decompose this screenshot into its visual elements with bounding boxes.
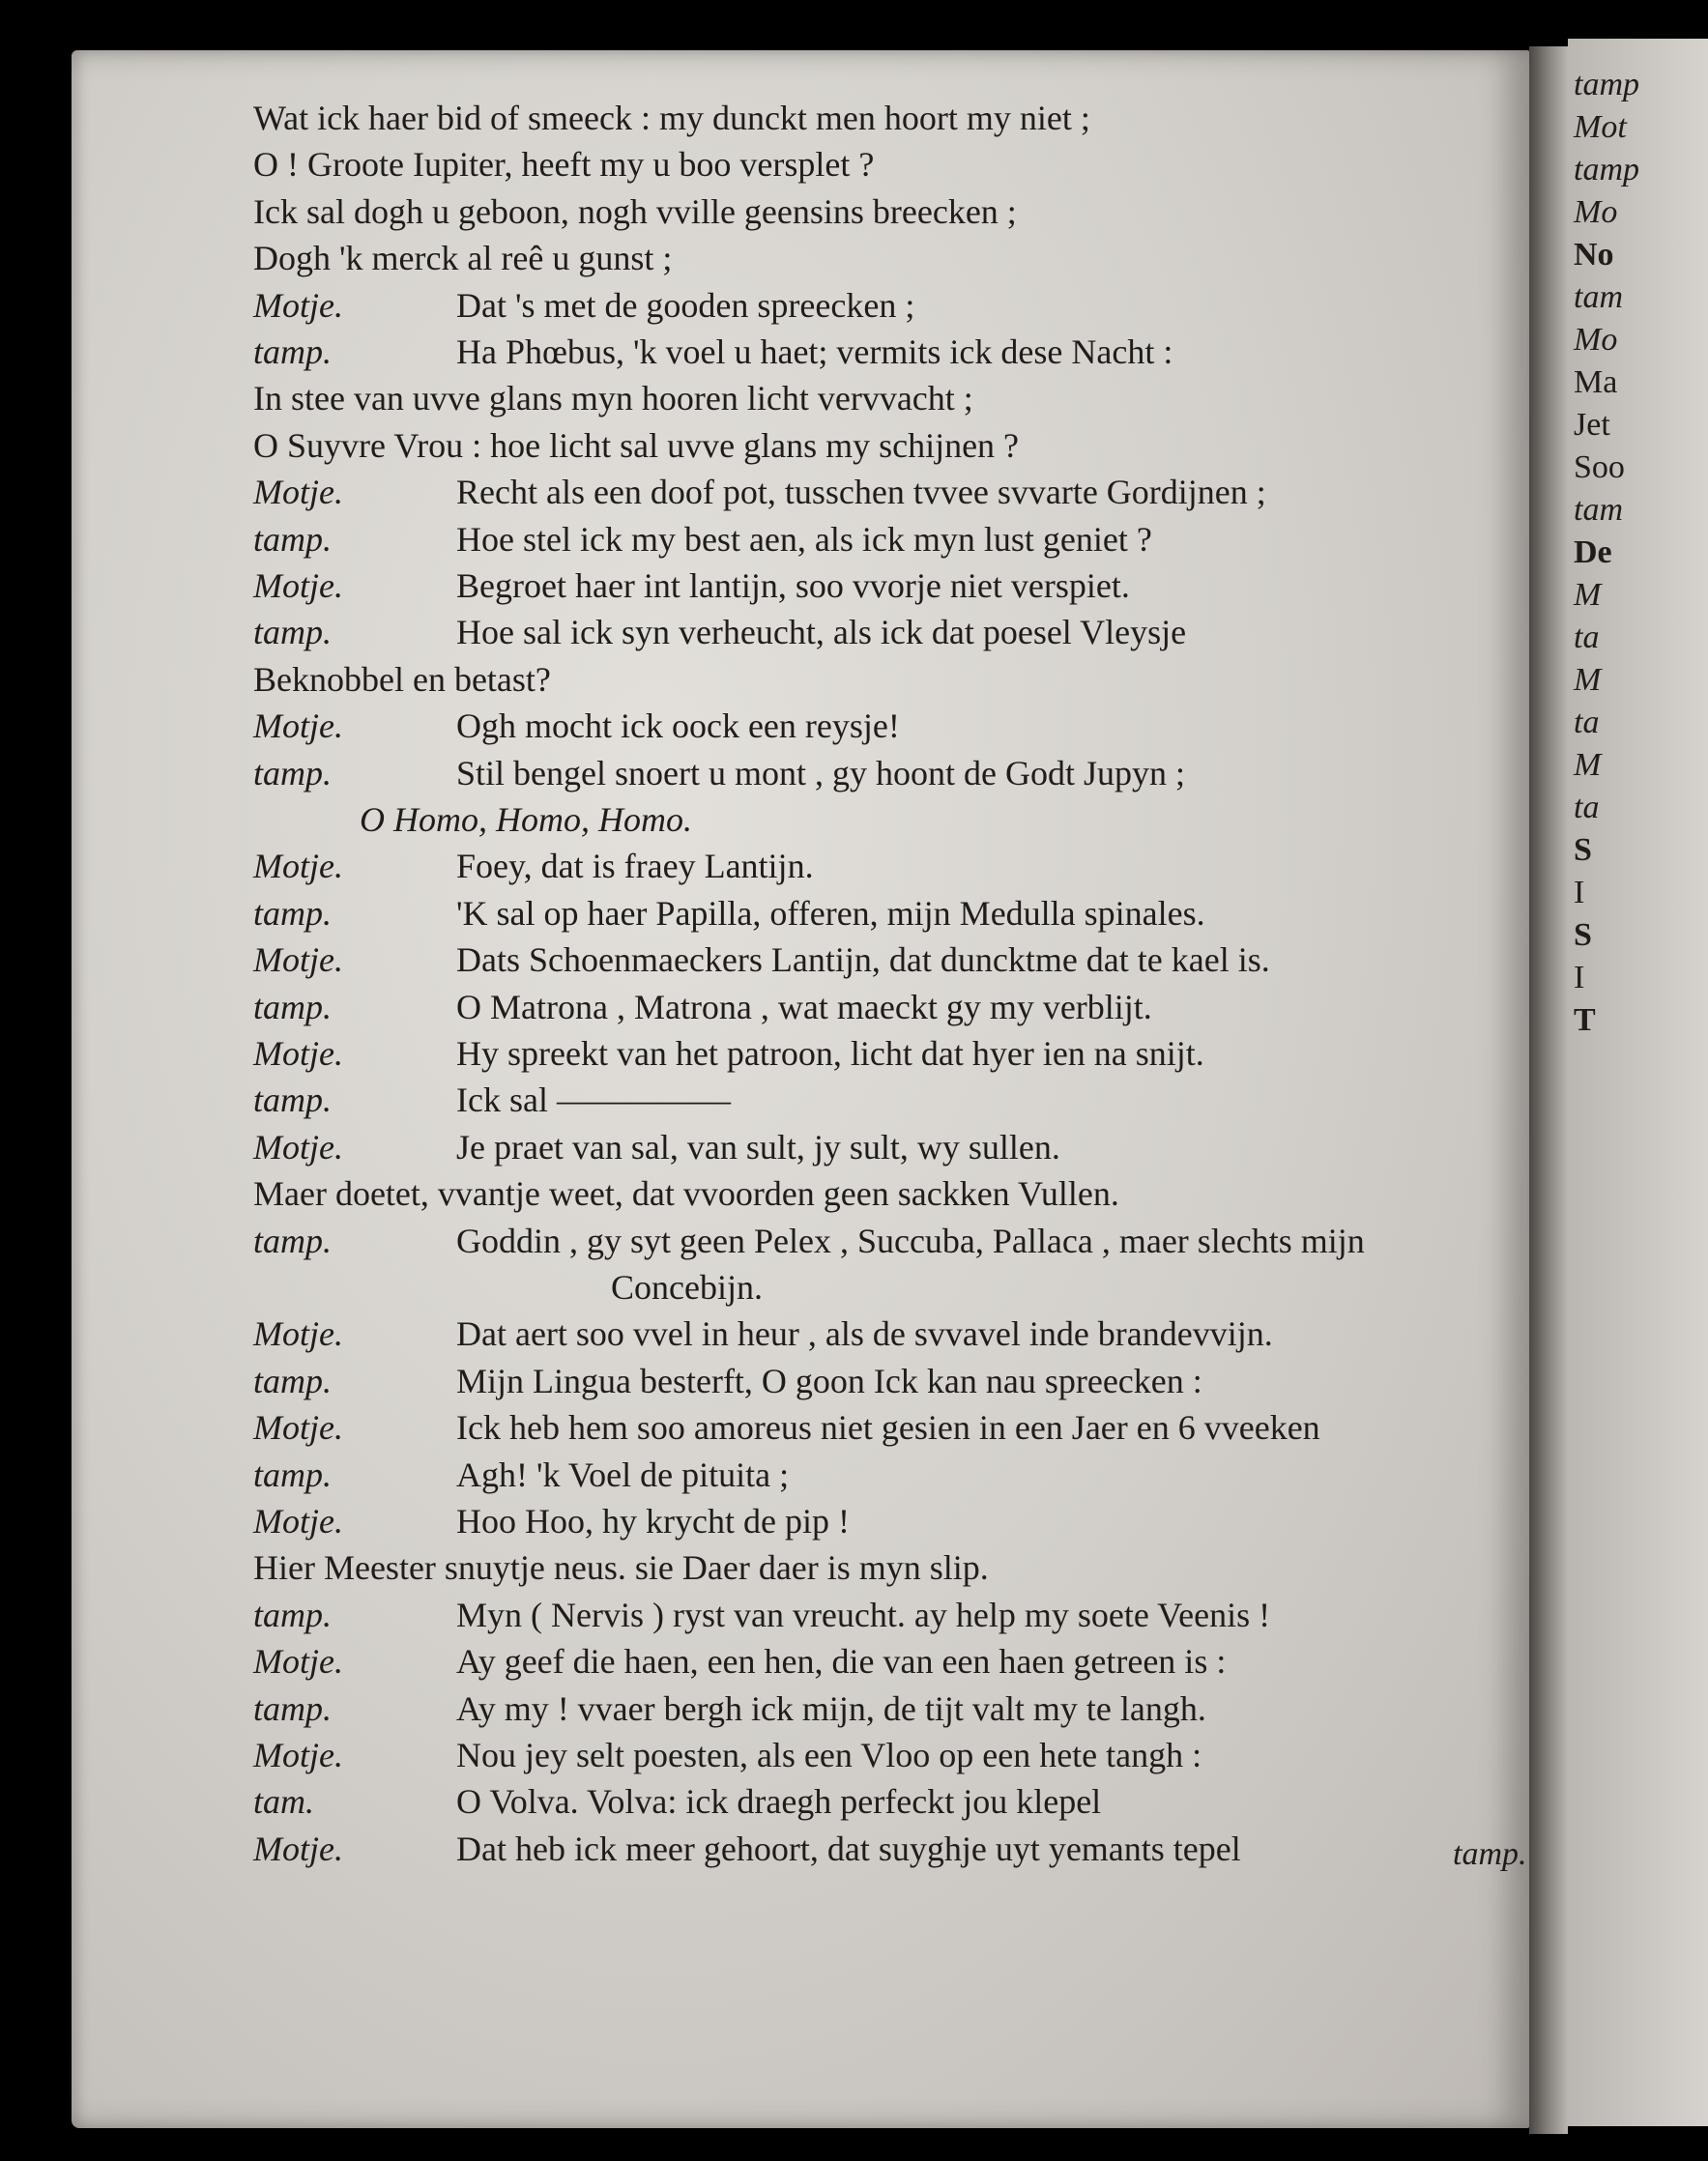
text-line (253, 518, 1152, 561)
speaker-label: Motje. (253, 285, 343, 325)
line-text: In stee van uvve glans myn hooren licht vervvacht ; (253, 379, 973, 418)
facing-page-fragment: tam (1574, 279, 1623, 315)
text-line (253, 1734, 1201, 1776)
text-line (253, 1780, 1101, 1823)
speaker-label: Motje. (253, 566, 343, 605)
speaker-label: Motje. (253, 1736, 343, 1774)
line-text: Hoe sal ick syn verheucht, als ick dat poesel Vleysje (456, 613, 1187, 652)
speaker-label: tamp. (253, 613, 332, 652)
speaker-label: Motje. (253, 847, 343, 886)
facing-page-fragment: tamp (1574, 152, 1639, 187)
text-line (253, 1079, 731, 1121)
text-line (253, 1032, 1204, 1075)
line-text: Dat aert soo vvel in heur , als de svvavel inde brandevvijn. (456, 1314, 1273, 1354)
line-text: Goddin , gy syt geen Pelex , Succuba, Pallaca , maer slechts mijn (456, 1221, 1365, 1260)
text-line (253, 611, 1186, 653)
facing-page-fragment: ta (1574, 619, 1600, 655)
facing-page-fragment: M (1574, 747, 1602, 783)
text-line (253, 798, 692, 841)
text-line (253, 658, 551, 701)
line-text: Ick sal ————— (456, 1080, 731, 1120)
text-line (253, 1687, 1206, 1730)
speaker-label: tamp. (253, 753, 332, 792)
speaker-label: tam. (253, 1782, 314, 1822)
line-text: O Matrona , Matrona , wat maeckt gy my verblijt. (456, 987, 1152, 1026)
line-text: O Homo, Homo, Homo. (360, 800, 692, 839)
speaker-label: Motje. (253, 1034, 343, 1073)
line-text: Beknobbel en betast? (253, 659, 551, 699)
line-text: Mijn Lingua besterft, O goon Ick kan nau spreecken : (456, 1361, 1202, 1400)
text-line (253, 190, 1017, 233)
facing-page-fragment: T (1574, 1002, 1596, 1038)
text-line (253, 377, 973, 419)
speaker-label: Motje. (253, 473, 343, 512)
text-line (253, 892, 1205, 935)
text-line (253, 1220, 1365, 1262)
line-text: O ! Groote Iupiter, heeft my u boo versplet ? (253, 145, 875, 185)
text-line (253, 1640, 1226, 1683)
speaker-label: Motje. (253, 1408, 343, 1448)
text-line (253, 752, 1185, 794)
text-line (253, 471, 1266, 513)
line-text: Hy spreekt van het patroon, licht dat hyer ien na snijt. (456, 1034, 1204, 1073)
speaker-label: Motje. (253, 1642, 343, 1682)
text-line (253, 1406, 1320, 1449)
text-line (253, 564, 1130, 607)
line-text: Hier Meester snuytje neus. sie Daer daer is myn slip. (253, 1548, 989, 1588)
line-text: Dogh 'k merck al reê u gunst ; (253, 239, 673, 278)
facing-page-fragment: M (1574, 662, 1602, 698)
speaker-label: tamp. (253, 1080, 332, 1120)
text-line (253, 705, 900, 747)
facing-page-fragment: S (1574, 917, 1592, 953)
facing-page-fragment: No (1574, 237, 1614, 273)
text-line (253, 1126, 1060, 1168)
line-text: O Suyvre Vrou : hoe licht sal uvve glans my schijnen ? (253, 425, 1020, 465)
text-line (253, 845, 814, 887)
line-text: Agh! 'k Voel de pituita ; (456, 1455, 790, 1494)
text-line (253, 284, 914, 327)
facing-page-fragment: tamp (1574, 67, 1639, 102)
facing-page-fragment: Soo (1574, 449, 1625, 485)
facing-page-fragment: Mot (1574, 109, 1627, 145)
catchword: tamp. (1453, 1836, 1527, 1872)
line-text: Ogh mocht ick oock een reysje! (456, 706, 900, 746)
text-line (253, 143, 874, 186)
facing-page-fragment: I (1574, 960, 1585, 995)
line-text: Dat 's met de gooden spreecken ; (456, 285, 915, 325)
speaker-label: Motje. (253, 706, 343, 746)
line-text: Hoe stel ick my best aen, als ick myn lust geniet ? (456, 519, 1152, 559)
speaker-label: tamp. (253, 1361, 332, 1400)
speaker-label: Motje. (253, 1829, 343, 1868)
line-text: O Volva. Volva: ick draegh perfeckt jou klepel (456, 1782, 1102, 1822)
speaker-label: tamp. (253, 1688, 332, 1728)
speaker-label: tamp. (253, 893, 332, 933)
line-text: Myn ( Nervis ) ryst van vreucht. ay help my soete Veenis ! (456, 1595, 1271, 1634)
facing-page-fragment: S (1574, 832, 1592, 868)
line-text: Dat heb ick meer gehoort, dat suyghje uyt yemants tepel (456, 1829, 1241, 1868)
line-text: Begroet haer int lantijn, soo vvorje niet verspiet. (456, 566, 1130, 605)
line-text: Maer doetet, vvantje weet, dat vvoorden geen sackken Vullen. (253, 1174, 1119, 1214)
line-text: Ay geef die haen, een hen, die van een haen getreen is : (456, 1642, 1227, 1682)
facing-page-fragment: Mo (1574, 194, 1618, 230)
speaker-label: tamp. (253, 987, 332, 1026)
text-line (253, 1546, 989, 1589)
line-text: Ha Phœbus, 'k voel u haet; vermits ick dese Nacht : (456, 332, 1173, 371)
text-line (253, 1594, 1270, 1636)
facing-page-fragment: tam (1574, 492, 1623, 528)
line-text: Stil bengel snoert u mont , gy hoont de Godt Jupyn ; (456, 753, 1185, 792)
line-text: Nou jey selt poesten, als een Vloo op een hete tangh : (456, 1736, 1202, 1774)
speaker-label: Motje. (253, 1127, 343, 1167)
text-line (253, 1454, 789, 1496)
line-text: Foey, dat is fraey Lantijn. (456, 847, 814, 886)
speaker-label: tamp. (253, 332, 332, 371)
text-line (253, 938, 1270, 981)
text-line (253, 1172, 1119, 1215)
facing-page-fragment: Ma (1574, 364, 1618, 400)
line-text: Recht als een doof pot, tusschen tvvee svvarte Gordijnen ; (456, 473, 1266, 512)
facing-page-fragment: ta (1574, 790, 1600, 825)
text-line (253, 331, 1172, 373)
line-text: 'K sal op haer Papilla, offeren, mijn Medulla spinales. (456, 893, 1205, 933)
facing-page-fragment: ta (1574, 705, 1600, 740)
line-text: Dats Schoenmaeckers Lantijn, dat duncktme dat te kael is. (456, 940, 1270, 980)
speaker-label: tamp. (253, 1455, 332, 1494)
speaker-label: Motje. (253, 940, 343, 980)
text-line (253, 986, 1152, 1028)
text-line (253, 1312, 1273, 1355)
speaker-label: tamp. (253, 1595, 332, 1634)
text-line (253, 237, 672, 279)
line-text: Ay my ! vvaer bergh ick mijn, de tijt valt my te langh. (456, 1688, 1206, 1728)
line-text: Ick sal dogh u geboon, nogh vville geensins breecken ; (253, 191, 1017, 231)
speaker-label: tamp. (253, 1221, 332, 1260)
line-text: Concebijn. (611, 1268, 763, 1307)
text-line (253, 1360, 1202, 1402)
facing-page-fragment: I (1574, 875, 1585, 910)
facing-page (1568, 39, 1708, 2126)
facing-page-fragment: Jet (1574, 407, 1610, 443)
line-text: Hoo Hoo, hy krycht de pip ! (456, 1502, 850, 1541)
book-gutter (1529, 46, 1568, 2134)
line-text: Je praet van sal, van sult, jy sult, wy sullen. (456, 1127, 1060, 1167)
line-text: Wat ick haer bid of smeeck : my dunckt men hoort my niet ; (253, 99, 1090, 137)
line-text: Ick heb hem soo amoreus niet gesien in een Jaer en 6 vveeken (456, 1408, 1320, 1448)
facing-page-fragment: De (1574, 534, 1612, 570)
text-line (253, 1828, 1241, 1870)
facing-page-fragment: M (1574, 577, 1602, 613)
speaker-label: tamp. (253, 519, 332, 559)
text-line (253, 97, 1090, 139)
text-line (253, 1500, 850, 1542)
speaker-label: Motje. (253, 1502, 343, 1541)
facing-page-fragment: Mo (1574, 322, 1618, 358)
text-line (253, 424, 1019, 467)
speaker-label: Motje. (253, 1314, 343, 1354)
text-line (456, 1266, 763, 1309)
